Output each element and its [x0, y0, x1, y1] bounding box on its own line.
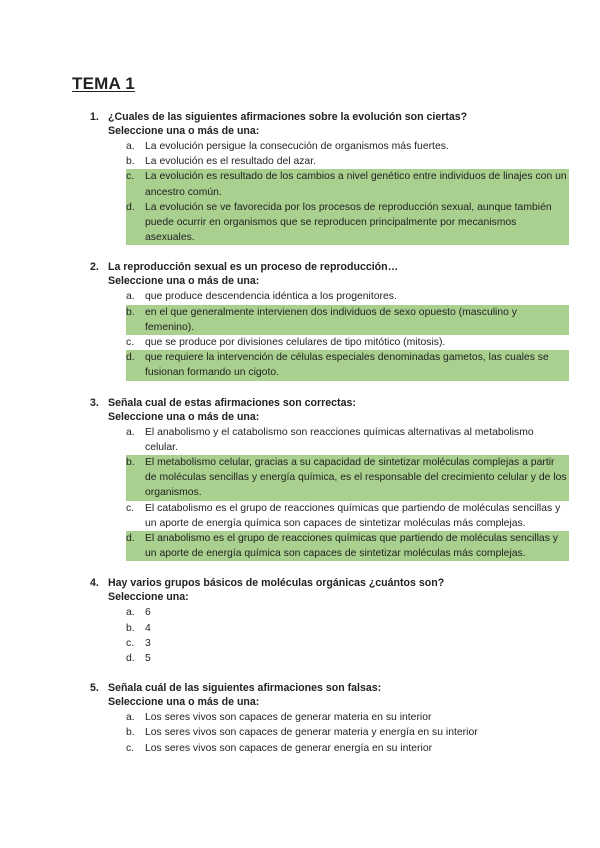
option-letter: b.	[126, 305, 145, 335]
option-text: 6	[145, 607, 151, 619]
option-text: Los seres vivos son capaces de generar materia en su interior	[145, 712, 432, 724]
option-text: Los seres vivos son capaces de generar energía en su interior	[145, 742, 433, 754]
answer-option-highlighted	[126, 200, 569, 246]
option-list	[126, 139, 567, 245]
answer-option	[126, 725, 569, 740]
option-text: 5	[145, 653, 151, 665]
answer-option	[126, 289, 569, 304]
question-instruction: Seleccione una o más de una:	[108, 696, 260, 709]
option-text: Los seres vivos son capaces de generar materia y energía en su interior	[145, 727, 478, 739]
option-text: que requiere la intervención de células especiales denominadas gametos, las cuales se fusionan formando un cigoto.	[145, 350, 569, 380]
option-text: que se produce por divisiones celulares de tipo mitótico (mitosis).	[145, 337, 446, 349]
option-letter: a.	[126, 291, 135, 303]
option-text: 4	[145, 622, 151, 634]
option-text: El anabolismo y el catabolismo son reacciones químicas alternativas al metabolismo celular.	[145, 426, 534, 453]
option-text: La evolución es resultado de los cambios a nivel genético entre individuos de linajes con un ancestro común.	[145, 169, 569, 199]
question-header	[72, 396, 560, 410]
option-list	[126, 605, 560, 666]
question-1	[72, 110, 567, 245]
option-letter: c.	[126, 637, 135, 649]
option-letter: b.	[126, 455, 145, 501]
question-number: 3.	[90, 396, 99, 409]
question-number: 2.	[90, 261, 99, 274]
question-instruction: Seleccione una o más de una:	[108, 275, 260, 288]
option-letter: d.	[126, 531, 145, 561]
option-text: La evolución persigue la consecución de organismos más fuertes.	[145, 141, 449, 152]
question-text: Señala cual de estas afirmaciones son correctas:	[108, 396, 356, 409]
option-text: El metabolismo celular, gracias a su capacidad de sintetizar moléculas complejas a partir de moléculas sencillas y energía química, es el responsable del crecimiento celular y de los organismos.	[145, 455, 569, 501]
option-letter: c.	[126, 742, 135, 754]
answer-option	[126, 425, 569, 455]
option-letter: a.	[126, 712, 135, 724]
answer-option	[126, 621, 569, 636]
option-text: El catabolismo es el grupo de reacciones químicas que partiendo de moléculas sencillas y un aporte de energía química son capaces de sintetizar moléculas más complejas.	[145, 502, 561, 529]
option-letter: b.	[126, 727, 135, 739]
answer-option-highlighted	[126, 305, 569, 335]
question-text: ¿Cuales de las siguientes afirmaciones sobre la evolución son ciertas?	[108, 111, 468, 123]
answer-option	[126, 335, 569, 350]
question-header	[72, 681, 560, 695]
question-instruction: Seleccione una:	[108, 591, 189, 604]
answer-option	[126, 651, 569, 666]
question-list	[72, 110, 567, 756]
question-2	[72, 260, 560, 380]
question-5	[72, 681, 560, 756]
option-text: que produce descendencia idéntica a los progenitores.	[145, 291, 397, 303]
question-instruction: Seleccione una o más de una:	[108, 410, 260, 423]
option-letter: a.	[126, 141, 135, 152]
option-letter: c.	[126, 169, 145, 199]
option-list	[126, 425, 567, 562]
answer-option	[126, 154, 569, 169]
question-header	[72, 576, 560, 590]
answer-option-highlighted	[126, 531, 569, 561]
question-number: 1.	[90, 111, 99, 123]
option-letter: a.	[126, 426, 135, 438]
page-title: TEMA 1	[72, 74, 135, 93]
answer-option	[126, 636, 569, 651]
option-list	[126, 710, 560, 756]
option-letter: a.	[126, 607, 135, 619]
option-text: en el que generalmente intervienen dos individuos de sexo opuesto (masculino y femenino).	[145, 305, 569, 335]
question-4	[72, 576, 560, 666]
answer-option	[126, 605, 569, 620]
option-letter: d.	[126, 200, 145, 246]
answer-option	[126, 741, 569, 756]
question-header	[72, 110, 560, 124]
option-letter: d.	[126, 350, 145, 380]
answer-option	[126, 501, 569, 531]
question-3	[72, 396, 567, 562]
answer-option-highlighted	[126, 455, 569, 501]
option-text: El anabolismo es el grupo de reacciones químicas que partiendo de moléculas sencillas y un aporte de energía química son capaces de sintetizar moléculas más complejas.	[145, 531, 569, 561]
option-letter: c.	[126, 337, 135, 349]
option-letter: b.	[126, 622, 135, 634]
question-text: La reproducción sexual es un proceso de reproducción…	[108, 261, 399, 274]
option-text: La evolución se ve favorecida por los procesos de reproducción sexual, aunque también puede ocurrir en organismos que se reproducen principalmente por mecanismos asexuales.	[145, 200, 569, 246]
answer-option-highlighted	[126, 169, 569, 199]
option-letter: d.	[126, 653, 135, 665]
question-header	[72, 260, 560, 274]
answer-option-highlighted	[126, 350, 569, 380]
answer-option	[126, 710, 569, 725]
question-instruction: Seleccione una o más de una:	[108, 125, 260, 137]
option-list	[126, 289, 560, 380]
question-text: Señala cuál de las siguientes afirmaciones son falsas:	[108, 682, 382, 695]
option-text: La evolución es el resultado del azar.	[145, 156, 316, 168]
question-number: 4.	[90, 577, 99, 590]
option-letter: c.	[126, 502, 135, 514]
question-number: 5.	[90, 682, 99, 695]
answer-option	[126, 139, 569, 154]
option-text: 3	[145, 637, 151, 649]
question-text: Hay varios grupos básicos de moléculas orgánicas ¿cuántos son?	[108, 577, 445, 590]
option-letter: b.	[126, 156, 135, 168]
